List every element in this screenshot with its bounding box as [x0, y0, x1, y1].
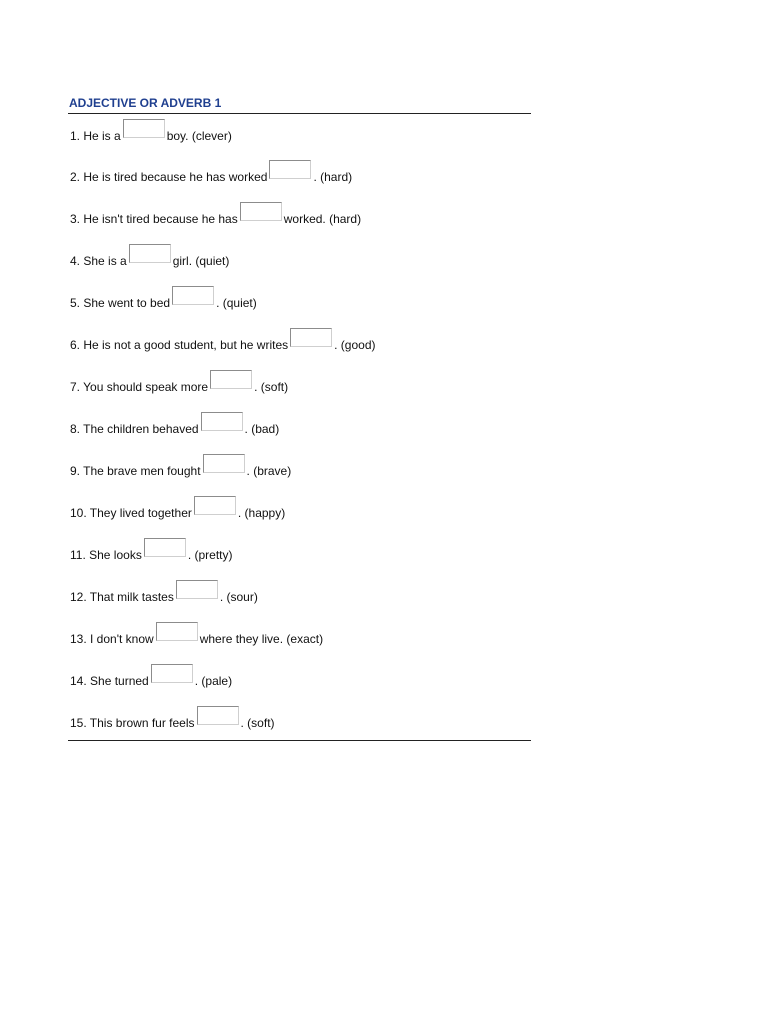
- hint-text: . (soft): [254, 380, 289, 394]
- answer-input[interactable]: [290, 328, 332, 347]
- hint-text: . (pretty): [187, 548, 233, 562]
- exercise-item: [68, 659, 531, 701]
- exercise-item: [68, 617, 531, 659]
- hint-text: . (brave): [246, 464, 292, 478]
- prompt-text: 11. She looks: [70, 548, 142, 562]
- hint-text: where they live. (exact): [199, 632, 324, 646]
- prompt-text: 15. This brown fur feels: [70, 716, 195, 730]
- answer-input[interactable]: [201, 412, 243, 431]
- prompt-text: 7. You should speak more: [70, 380, 209, 394]
- answer-input[interactable]: [129, 244, 171, 263]
- worksheet: [68, 95, 531, 743]
- hint-text: worked. (hard): [283, 212, 362, 226]
- prompt-text: 2. He is tired because he has worked: [70, 170, 268, 184]
- exercise-item: [68, 323, 531, 365]
- hint-text: . (soft): [240, 716, 275, 730]
- prompt-text: 8. The children behaved: [70, 422, 199, 436]
- answer-input[interactable]: [203, 454, 245, 473]
- exercise-item: [68, 281, 531, 323]
- answer-input[interactable]: [123, 119, 165, 138]
- answer-input[interactable]: [210, 370, 252, 389]
- prompt-text: 10. They lived together: [70, 506, 192, 520]
- prompt-text: 1. He is a: [70, 129, 121, 143]
- hint-text: . (happy): [237, 506, 286, 520]
- prompt-text: 3. He isn't tired because he has: [70, 212, 238, 226]
- hint-text: girl. (quiet): [172, 254, 230, 268]
- answer-input[interactable]: [151, 664, 193, 683]
- hint-text: . (bad): [244, 422, 280, 436]
- prompt-text: 9. The brave men fought: [70, 464, 201, 478]
- prompt-text: 13. I don't know: [70, 632, 154, 646]
- hint-text: . (quiet): [216, 296, 257, 310]
- exercise-item: [68, 365, 531, 407]
- prompt-text: 12. That milk tastes: [70, 590, 174, 604]
- exercise-item: [68, 239, 531, 281]
- worksheet-title: ADJECTIVE OR ADVERB 1: [69, 96, 222, 110]
- answer-input[interactable]: [172, 286, 214, 305]
- bottom-divider: [68, 740, 531, 741]
- exercise-item: [68, 533, 531, 575]
- answer-input[interactable]: [156, 622, 198, 641]
- hint-text: boy. (clever): [166, 129, 232, 143]
- exercise-item: [68, 449, 531, 491]
- prompt-text: 6. He is not a good student, but he writes: [70, 338, 289, 352]
- hint-text: . (good): [334, 338, 376, 352]
- exercise-item: [68, 197, 531, 239]
- answer-input[interactable]: [194, 496, 236, 515]
- answer-input[interactable]: [240, 202, 282, 221]
- answer-input[interactable]: [144, 538, 186, 557]
- exercise-item: [68, 114, 531, 155]
- prompt-text: 14. She turned: [70, 674, 149, 688]
- prompt-text: 5. She went to bed: [70, 296, 171, 310]
- answer-input[interactable]: [176, 580, 218, 599]
- hint-text: . (hard): [313, 170, 353, 184]
- exercise-item: [68, 491, 531, 533]
- exercise-item: [68, 701, 531, 743]
- exercise-item: [68, 407, 531, 449]
- hint-text: . (sour): [219, 590, 258, 604]
- answer-input[interactable]: [269, 160, 311, 179]
- exercise-list: [68, 114, 531, 743]
- exercise-item: [68, 155, 531, 197]
- hint-text: . (pale): [194, 674, 233, 688]
- exercise-item: [68, 575, 531, 617]
- answer-input[interactable]: [197, 706, 239, 725]
- prompt-text: 4. She is a: [70, 254, 127, 268]
